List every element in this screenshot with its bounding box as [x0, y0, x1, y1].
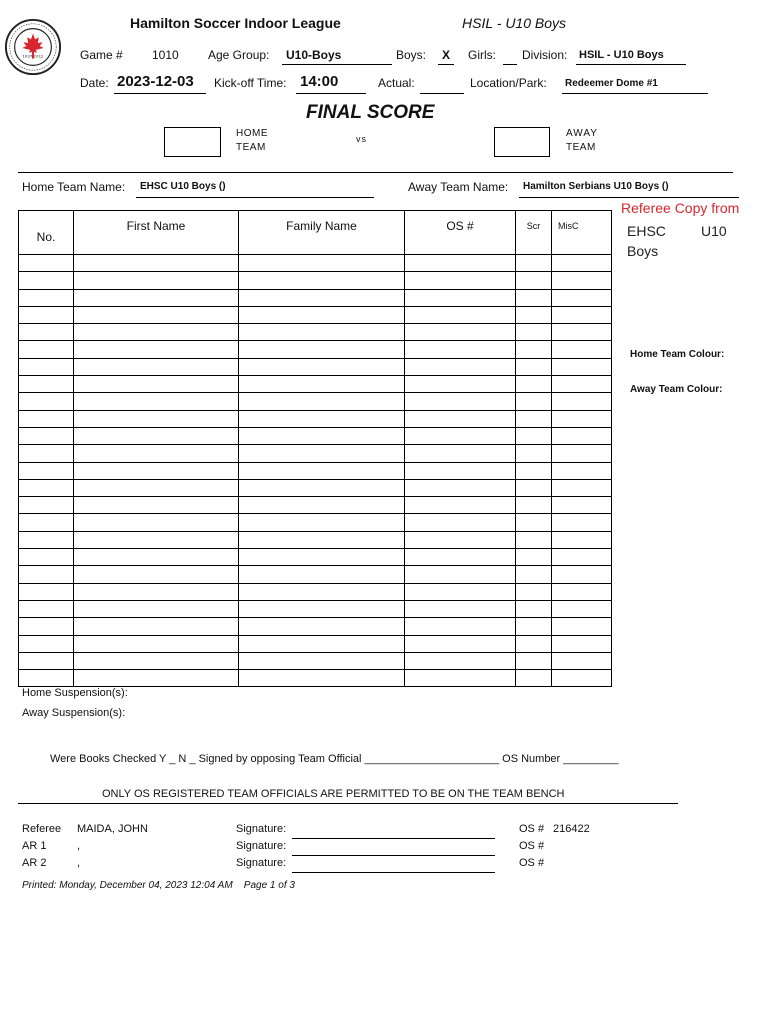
roster-cell-misc[interactable] — [552, 272, 612, 289]
table-row — [19, 462, 612, 479]
roster-cell-os[interactable] — [405, 427, 516, 444]
roster-cell-family-name[interactable] — [239, 462, 405, 479]
table-row — [19, 618, 612, 635]
roster-cell-scr[interactable] — [516, 462, 552, 479]
roster-cell-scr[interactable] — [516, 358, 552, 375]
roster-cell-scr[interactable] — [516, 324, 552, 341]
roster-cell-no[interactable] — [19, 289, 74, 306]
roster-cell-no[interactable] — [19, 600, 74, 617]
officials-notice: ONLY OS REGISTERED TEAM OFFICIALS ARE PERMITTED TO BE ON THE TEAM BENCH — [102, 788, 565, 800]
roster-cell-scr[interactable] — [516, 255, 552, 272]
roster-cell-family-name[interactable] — [239, 514, 405, 531]
roster-cell-no[interactable] — [19, 272, 74, 289]
table-row — [19, 410, 612, 427]
roster-cell-first-name[interactable] — [74, 600, 239, 617]
referee-copy-team-2: U10 — [701, 223, 727, 239]
roster-cell-scr[interactable] — [516, 514, 552, 531]
table-row — [19, 566, 612, 583]
away-team-label: TEAM — [566, 142, 596, 153]
roster-cell-no[interactable] — [19, 514, 74, 531]
roster-cell-family-name[interactable] — [239, 670, 405, 687]
printed-footer: Printed: Monday, December 04, 2023 12:04 AM Page 1 of 3 — [22, 880, 295, 891]
roster-cell-no[interactable] — [19, 341, 74, 358]
roster-cell-os[interactable] — [405, 272, 516, 289]
roster-cell-scr[interactable] — [516, 272, 552, 289]
roster-cell-scr[interactable] — [516, 427, 552, 444]
vs-label: vs — [356, 134, 367, 144]
roster-cell-os[interactable] — [405, 514, 516, 531]
roster-cell-no[interactable] — [19, 462, 74, 479]
roster-cell-first-name[interactable] — [74, 531, 239, 548]
roster-cell-scr[interactable] — [516, 531, 552, 548]
roster-cell-no[interactable] — [19, 255, 74, 272]
roster-cell-misc[interactable] — [552, 376, 612, 393]
roster-cell-no[interactable] — [19, 445, 74, 462]
roster-cell-no[interactable] — [19, 410, 74, 427]
roster-cell-family-name[interactable] — [239, 445, 405, 462]
roster-cell-family-name[interactable] — [239, 479, 405, 496]
roster-cell-os[interactable] — [405, 445, 516, 462]
table-row — [19, 497, 612, 514]
roster-cell-misc[interactable] — [552, 531, 612, 548]
roster-cell-os[interactable] — [405, 583, 516, 600]
roster-cell-misc[interactable] — [552, 652, 612, 669]
home-score-box[interactable] — [164, 127, 221, 157]
roster-cell-scr[interactable] — [516, 376, 552, 393]
table-row — [19, 255, 612, 272]
kickoff-label: Kick-off Time: — [214, 76, 287, 90]
referee-os-value: 216422 — [553, 823, 590, 835]
roster-cell-first-name[interactable] — [74, 289, 239, 306]
roster-cell-no[interactable] — [19, 549, 74, 566]
home-team-colour-label: Home Team Colour: — [630, 349, 725, 360]
ar1-name: , — [77, 840, 81, 852]
roster-cell-first-name[interactable] — [74, 652, 239, 669]
roster-body — [19, 255, 612, 687]
away-label: AWAY — [566, 128, 598, 139]
roster-cell-misc[interactable] — [552, 393, 612, 410]
roster-cell-scr[interactable] — [516, 341, 552, 358]
roster-cell-family-name[interactable] — [239, 583, 405, 600]
roster-cell-misc[interactable] — [552, 618, 612, 635]
roster-cell-no[interactable] — [19, 497, 74, 514]
roster-cell-first-name[interactable] — [74, 410, 239, 427]
referee-copy-team-3: Boys — [627, 243, 659, 259]
roster-cell-scr[interactable] — [516, 600, 552, 617]
roster-cell-misc[interactable] — [552, 549, 612, 566]
roster-cell-os[interactable] — [405, 324, 516, 341]
ar1-role: AR 1 — [22, 840, 47, 852]
roster-cell-os[interactable] — [405, 306, 516, 323]
referee-copy-team-1: EHSC — [627, 223, 666, 239]
col-family-name: Family Name — [239, 211, 405, 255]
roster-cell-family-name[interactable] — [239, 358, 405, 375]
final-score-title: FINAL SCORE — [306, 102, 435, 123]
division-title: HSIL - U10 Boys — [462, 15, 567, 31]
roster-cell-first-name[interactable] — [74, 324, 239, 341]
roster-cell-misc[interactable] — [552, 341, 612, 358]
roster-cell-os[interactable] — [405, 618, 516, 635]
col-os-number: OS # — [405, 211, 516, 255]
away-suspensions-label: Away Suspension(s): — [22, 707, 126, 719]
roster-cell-family-name[interactable] — [239, 376, 405, 393]
date-value: 2023-12-03 — [117, 73, 194, 90]
game-number: 1010 — [152, 48, 179, 62]
location-label: Location/Park: — [470, 76, 547, 90]
roster-cell-no[interactable] — [19, 531, 74, 548]
ar1-os-label: OS # — [519, 840, 545, 852]
away-team-name: Hamilton Serbians U10 Boys () — [523, 181, 669, 192]
division-label: Division: — [522, 48, 568, 62]
kickoff-value: 14:00 — [300, 73, 339, 90]
table-row — [19, 652, 612, 669]
table-row — [19, 445, 612, 462]
roster-cell-no[interactable] — [19, 306, 74, 323]
roster-cell-scr[interactable] — [516, 393, 552, 410]
roster-cell-scr[interactable] — [516, 445, 552, 462]
roster-cell-no[interactable] — [19, 618, 74, 635]
roster-cell-family-name[interactable] — [239, 600, 405, 617]
roster-cell-os[interactable] — [405, 462, 516, 479]
table-row — [19, 289, 612, 306]
table-row — [19, 358, 612, 375]
table-row — [19, 479, 612, 496]
actual-label: Actual: — [378, 76, 415, 90]
roster-cell-family-name[interactable] — [239, 549, 405, 566]
roster-cell-scr[interactable] — [516, 652, 552, 669]
roster-cell-os[interactable] — [405, 549, 516, 566]
roster-cell-os[interactable] — [405, 497, 516, 514]
roster-cell-family-name[interactable] — [239, 531, 405, 548]
roster-cell-misc[interactable] — [552, 289, 612, 306]
roster-cell-no[interactable] — [19, 479, 74, 496]
roster-cell-family-name[interactable] — [239, 341, 405, 358]
roster-cell-os[interactable] — [405, 635, 516, 652]
roster-cell-family-name[interactable] — [239, 635, 405, 652]
svg-text:1937-2012: 1937-2012 — [22, 53, 44, 59]
books-checked-line: Were Books Checked Y _ N _ Signed by opposing Team Official ______________________ OS Number _________ — [50, 753, 619, 765]
referee-copy-label: Referee Copy from — [621, 200, 740, 216]
roster-cell-family-name[interactable] — [239, 566, 405, 583]
roster-cell-family-name[interactable] — [239, 324, 405, 341]
roster-cell-scr[interactable] — [516, 566, 552, 583]
roster-cell-os[interactable] — [405, 358, 516, 375]
roster-cell-scr[interactable] — [516, 497, 552, 514]
roster-cell-misc[interactable] — [552, 514, 612, 531]
roster-cell-first-name[interactable] — [74, 445, 239, 462]
division-value: HSIL - U10 Boys — [579, 49, 664, 61]
roster-cell-no[interactable] — [19, 635, 74, 652]
roster-cell-os[interactable] — [405, 652, 516, 669]
roster-cell-scr[interactable] — [516, 479, 552, 496]
table-row — [19, 393, 612, 410]
table-row — [19, 600, 612, 617]
roster-cell-first-name[interactable] — [74, 462, 239, 479]
roster-cell-no[interactable] — [19, 670, 74, 687]
roster-cell-first-name[interactable] — [74, 583, 239, 600]
table-row — [19, 341, 612, 358]
table-row — [19, 272, 612, 289]
roster-cell-scr[interactable] — [516, 583, 552, 600]
roster-cell-misc[interactable] — [552, 583, 612, 600]
roster-cell-os[interactable] — [405, 289, 516, 306]
roster-header-row — [19, 211, 612, 255]
col-misc: MisC — [552, 211, 612, 255]
roster-cell-first-name[interactable] — [74, 618, 239, 635]
roster-cell-scr[interactable] — [516, 618, 552, 635]
roster-cell-first-name[interactable] — [74, 427, 239, 444]
home-team-name: EHSC U10 Boys () — [140, 181, 226, 192]
roster-cell-family-name[interactable] — [239, 497, 405, 514]
roster-cell-misc[interactable] — [552, 427, 612, 444]
age-group-value: U10-Boys — [286, 48, 342, 62]
roster-cell-os[interactable] — [405, 376, 516, 393]
table-row — [19, 549, 612, 566]
league-title: Hamilton Soccer Indoor League — [130, 15, 341, 31]
home-suspensions-label: Home Suspension(s): — [22, 687, 128, 699]
roster-cell-misc[interactable] — [552, 462, 612, 479]
table-row — [19, 376, 612, 393]
roster-cell-misc[interactable] — [552, 324, 612, 341]
roster-cell-misc[interactable] — [552, 600, 612, 617]
roster-cell-first-name[interactable] — [74, 393, 239, 410]
ar2-signature-label: Signature: — [236, 857, 287, 869]
table-row — [19, 427, 612, 444]
location-value: Redeemer Dome #1 — [565, 78, 658, 89]
roster-cell-scr[interactable] — [516, 549, 552, 566]
roster-cell-family-name[interactable] — [239, 427, 405, 444]
roster-cell-first-name[interactable] — [74, 358, 239, 375]
table-row — [19, 531, 612, 548]
roster-cell-no[interactable] — [19, 324, 74, 341]
age-group-label: Age Group: — [208, 48, 270, 62]
roster-cell-family-name[interactable] — [239, 652, 405, 669]
roster-cell-no[interactable] — [19, 566, 74, 583]
referee-signature-label: Signature: — [236, 823, 287, 835]
away-team-name-label: Away Team Name: — [408, 180, 509, 194]
girls-label: Girls: — [468, 48, 496, 62]
roster-table — [18, 210, 612, 687]
home-team-label: TEAM — [236, 142, 266, 153]
roster-cell-family-name[interactable] — [239, 618, 405, 635]
away-team-colour-label: Away Team Colour: — [630, 384, 723, 395]
table-row — [19, 670, 612, 687]
date-label: Date: — [80, 76, 109, 90]
roster-cell-no[interactable] — [19, 393, 74, 410]
roster-cell-os[interactable] — [405, 410, 516, 427]
roster-cell-first-name[interactable] — [74, 549, 239, 566]
roster-cell-family-name[interactable] — [239, 289, 405, 306]
roster-cell-os[interactable] — [405, 393, 516, 410]
home-label: HOME — [236, 128, 268, 139]
roster-cell-first-name[interactable] — [74, 255, 239, 272]
roster-cell-os[interactable] — [405, 479, 516, 496]
boys-label: Boys: — [396, 48, 427, 62]
roster-cell-misc[interactable] — [552, 670, 612, 687]
away-score-box[interactable] — [494, 127, 550, 157]
roster-cell-misc[interactable] — [552, 255, 612, 272]
roster-cell-scr[interactable] — [516, 289, 552, 306]
col-first-name: First Name — [74, 211, 239, 255]
roster-cell-first-name[interactable] — [74, 514, 239, 531]
roster-cell-os[interactable] — [405, 566, 516, 583]
table-row — [19, 306, 612, 323]
roster-cell-first-name[interactable] — [74, 497, 239, 514]
referee-os-label: OS # — [519, 823, 545, 835]
roster-cell-misc[interactable] — [552, 479, 612, 496]
roster-cell-scr[interactable] — [516, 410, 552, 427]
ar2-os-label: OS # — [519, 857, 545, 869]
roster-cell-misc[interactable] — [552, 635, 612, 652]
roster-cell-os[interactable] — [405, 255, 516, 272]
roster-cell-no[interactable] — [19, 376, 74, 393]
roster-cell-first-name[interactable] — [74, 272, 239, 289]
roster-cell-first-name[interactable] — [74, 341, 239, 358]
roster-cell-first-name[interactable] — [74, 566, 239, 583]
game-label: Game # — [80, 48, 123, 62]
roster-cell-scr[interactable] — [516, 670, 552, 687]
referee-name: MAIDA, JOHN — [77, 823, 148, 835]
roster-cell-scr[interactable] — [516, 306, 552, 323]
roster-cell-misc[interactable] — [552, 306, 612, 323]
roster-cell-misc[interactable] — [552, 410, 612, 427]
roster-cell-os[interactable] — [405, 341, 516, 358]
roster-cell-first-name[interactable] — [74, 306, 239, 323]
col-no: No. — [19, 211, 74, 255]
ar2-name: , — [77, 857, 81, 869]
roster-cell-no[interactable] — [19, 358, 74, 375]
roster-cell-misc[interactable] — [552, 358, 612, 375]
association-logo — [4, 18, 62, 76]
roster-cell-family-name[interactable] — [239, 306, 405, 323]
roster-cell-os[interactable] — [405, 600, 516, 617]
ar1-signature-label: Signature: — [236, 840, 287, 852]
roster-cell-first-name[interactable] — [74, 670, 239, 687]
home-team-name-label: Home Team Name: — [22, 180, 126, 194]
table-row — [19, 514, 612, 531]
roster-cell-no[interactable] — [19, 583, 74, 600]
ar2-role: AR 2 — [22, 857, 47, 869]
roster-cell-misc[interactable] — [552, 497, 612, 514]
roster-cell-no[interactable] — [19, 427, 74, 444]
roster-cell-misc[interactable] — [552, 566, 612, 583]
roster-cell-family-name[interactable] — [239, 255, 405, 272]
roster-cell-family-name[interactable] — [239, 272, 405, 289]
col-scr: Scr — [516, 211, 552, 255]
roster-cell-first-name[interactable] — [74, 479, 239, 496]
roster-cell-os[interactable] — [405, 531, 516, 548]
roster-cell-os[interactable] — [405, 670, 516, 687]
referee-role: Referee — [22, 823, 62, 835]
roster-cell-scr[interactable] — [516, 635, 552, 652]
table-row — [19, 583, 612, 600]
roster-cell-family-name[interactable] — [239, 410, 405, 427]
table-row — [19, 324, 612, 341]
roster-cell-misc[interactable] — [552, 445, 612, 462]
roster-cell-family-name[interactable] — [239, 393, 405, 410]
roster-cell-first-name[interactable] — [74, 376, 239, 393]
roster-cell-no[interactable] — [19, 652, 74, 669]
boys-mark: X — [442, 48, 451, 62]
table-row — [19, 635, 612, 652]
roster-cell-first-name[interactable] — [74, 635, 239, 652]
